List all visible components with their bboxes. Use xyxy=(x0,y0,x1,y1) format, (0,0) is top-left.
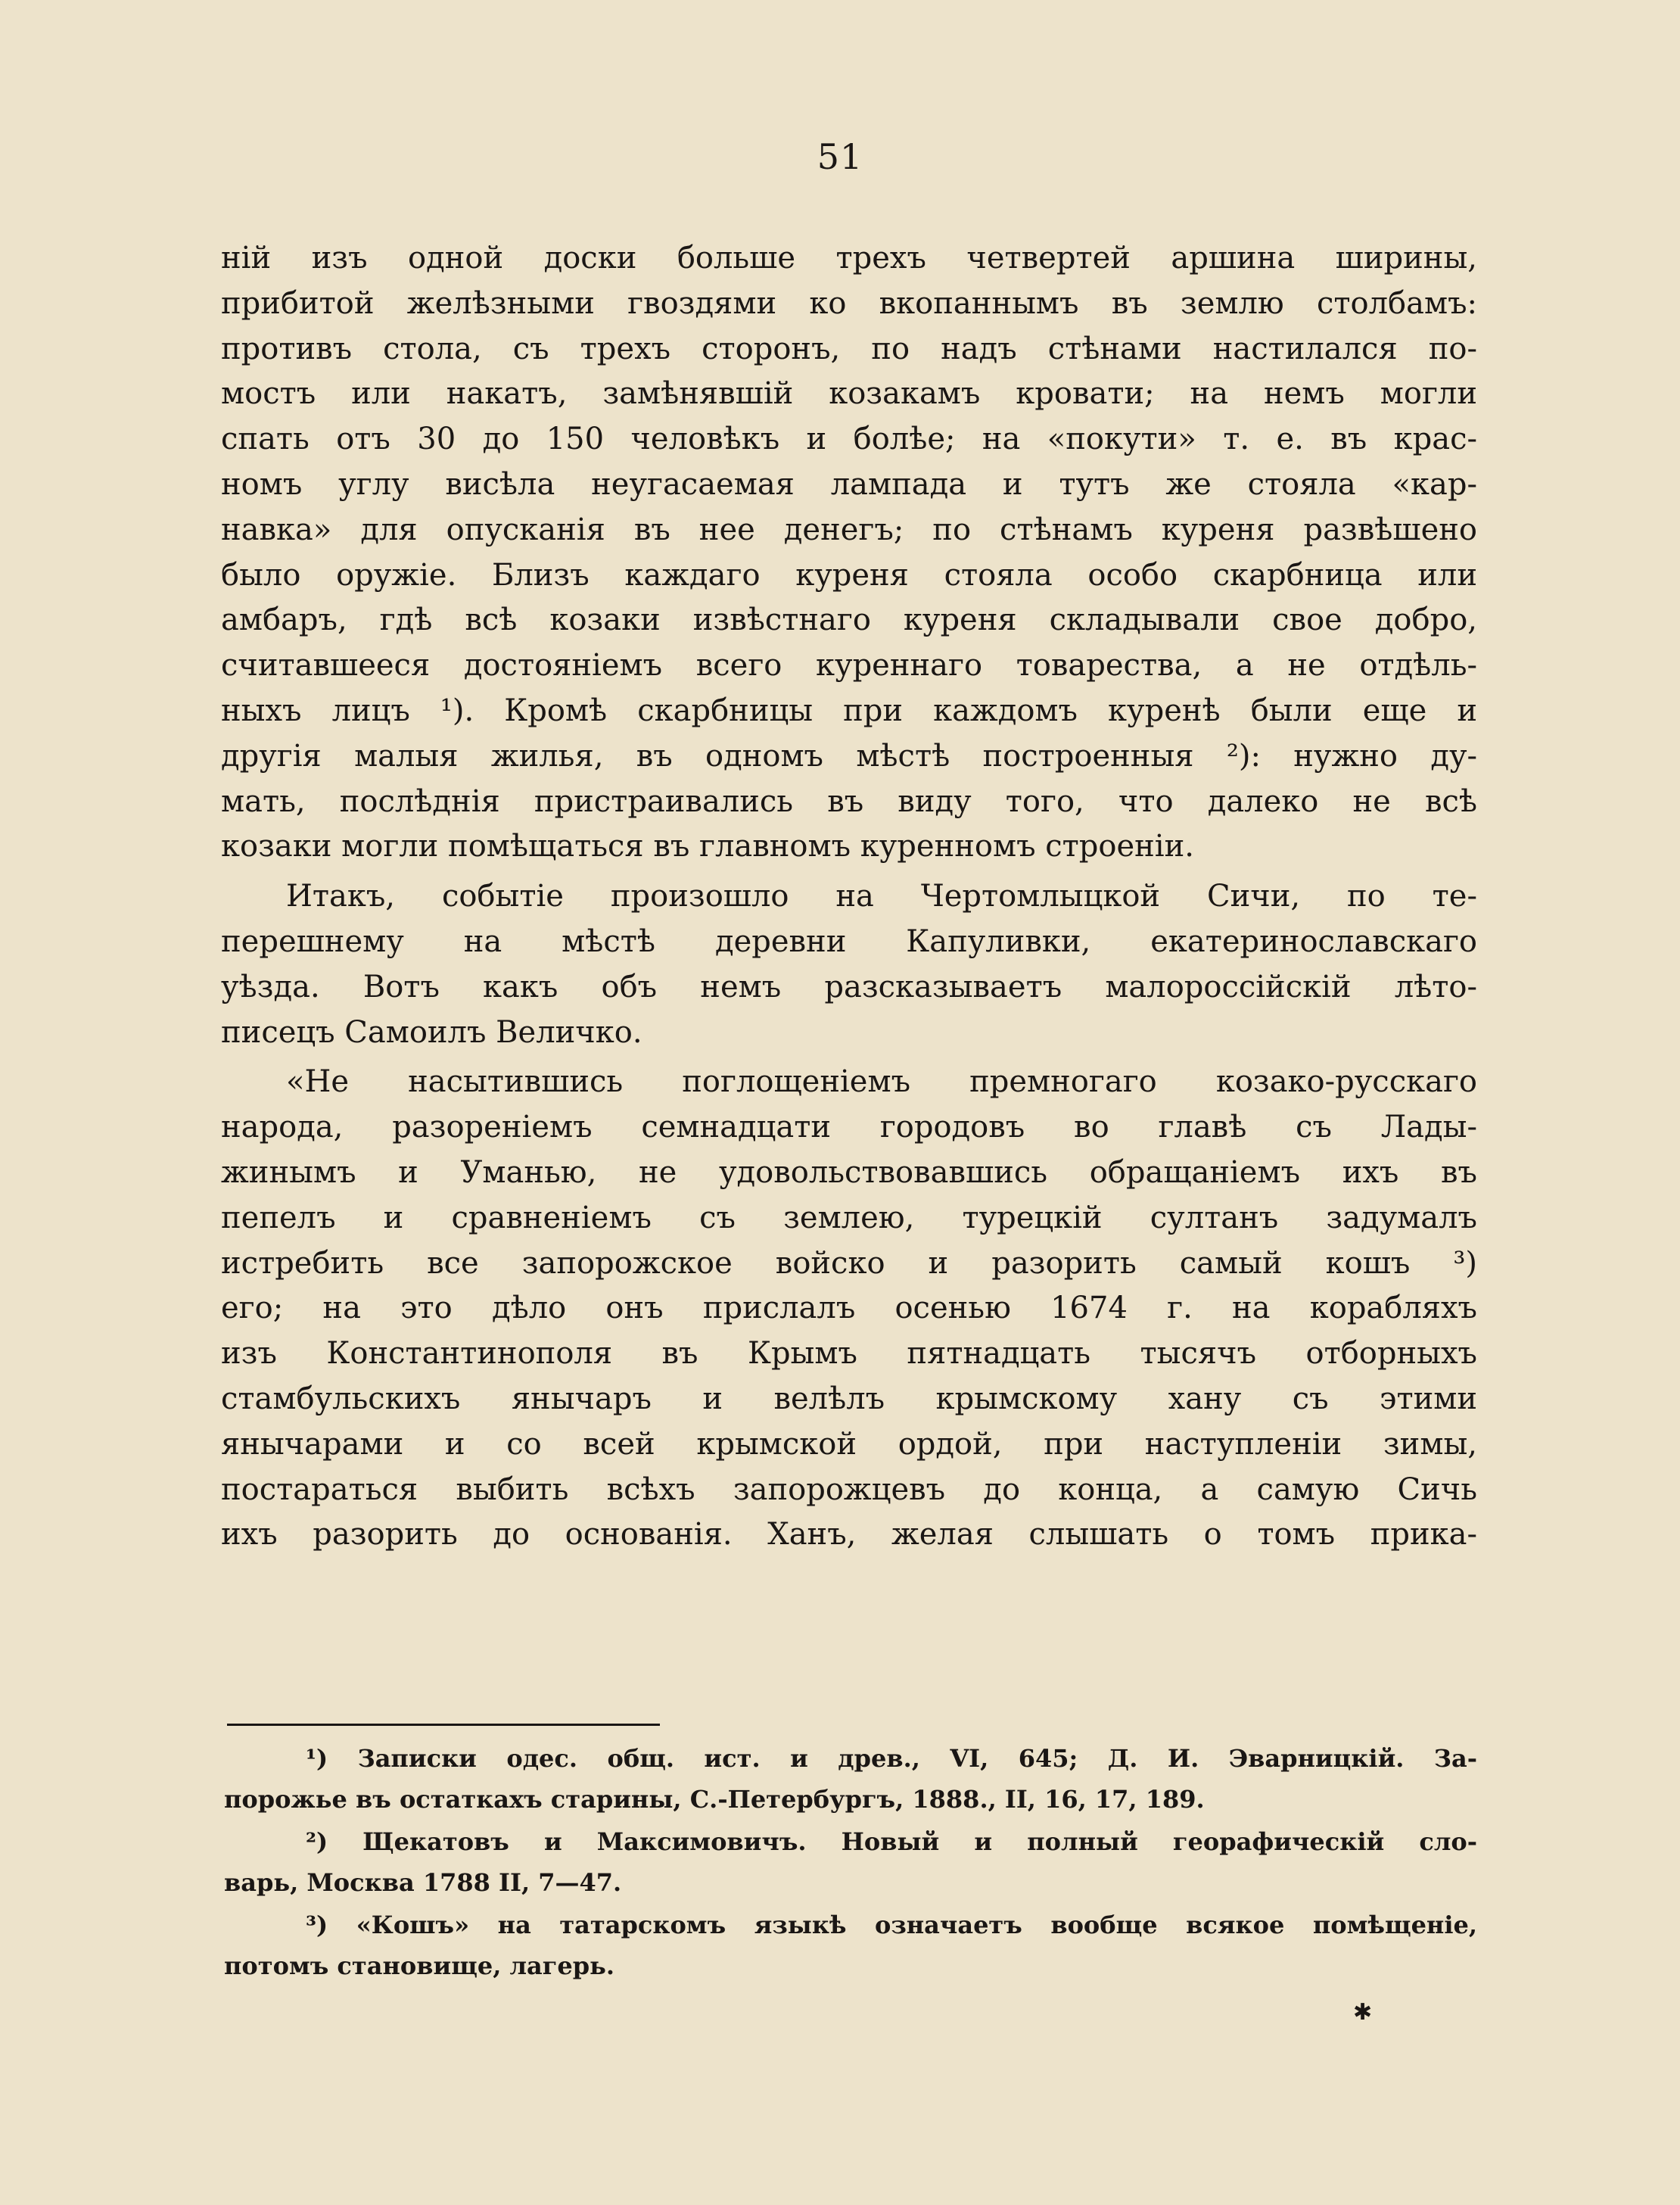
text-line: Итакъ, событіе произошло на Чертомлыцкой Сичи, по те- xyxy=(286,879,1477,914)
body-text xyxy=(221,236,1477,1558)
footnote-line: варь, Москва 1788 II, 7—47. xyxy=(224,1868,622,1897)
text-line: «Не насытившись поглощеніемъ премногаго козако-русскаго xyxy=(286,1064,1477,1100)
text-line: его; на это дѣло онъ прислалъ осенью 1674 г. на корабляхъ xyxy=(221,1291,1477,1326)
text-line: прибитой желѣзными гвоздями ко вкопаннымъ въ землю столбамъ: xyxy=(221,285,1477,321)
text-line: янычарами и со всей крымской ордой, при наступленіи зимы, xyxy=(221,1426,1477,1462)
text-line: истребить все запорожское войско и разорить самый кошъ ³) xyxy=(221,1245,1477,1281)
text-line: пепелъ и сравненіемъ съ землею, турецкій султанъ задумалъ xyxy=(221,1200,1477,1235)
text-line: другія малыя жилья, въ одномъ мѣстѣ построенныя ²): нужно ду- xyxy=(221,738,1477,774)
text-line: изъ Константинополя въ Крымъ пятнадцать тысячъ отборныхъ xyxy=(221,1336,1477,1372)
text-line: писецъ Самоилъ Величко. xyxy=(221,1014,642,1050)
text-line: жинымъ и Уманью, не удовольствовавшись обращаніемъ ихъ въ xyxy=(221,1154,1477,1190)
text-line: перешнему на мѣстѣ деревни Капуливки, екатеринославскаго xyxy=(221,923,1477,959)
footnote-line: ³) «Кошъ» на татарскомъ языкѣ означаетъ вообще всякое помѣщеніе, xyxy=(306,1911,1477,1939)
text-line: мостъ или накатъ, замѣнявшій козакамъ кровати; на немъ могли xyxy=(221,376,1477,412)
text-line: было оружіе. Близъ каждаго куреня стояла особо скарбница или xyxy=(221,557,1477,593)
printer-mark-icon: ✱ xyxy=(1353,1999,1373,2026)
text-line: народа, разореніемъ семнадцати городовъ во главѣ съ Лады- xyxy=(221,1110,1477,1145)
text-line: козаки могли помѣщаться въ главномъ куренномъ строеніи. xyxy=(221,829,1194,864)
footnote-line: ²) Щекатовъ и Максимовичъ. Новый и полный георафическій сло- xyxy=(306,1827,1477,1856)
text-line: ній изъ одной доски больше трехъ четвертей аршина ширины, xyxy=(221,241,1477,276)
footnotes xyxy=(224,1738,1477,1986)
footnote-line: ¹) Записки одес. общ. ист. и древ., VI, 645; Д. И. Эварницкій. За- xyxy=(306,1744,1477,1773)
footnote-line: порожье въ остаткахъ старины, С.-Петербургъ, 1888., II, 16, 17, 189. xyxy=(224,1785,1205,1814)
text-line: мать, послѣднія пристраивались въ виду того, что далеко не всѣ xyxy=(221,783,1477,819)
text-line: стамбульскихъ янычаръ и велѣлъ крымскому хану съ этими xyxy=(221,1381,1477,1416)
text-line: считавшееся достояніемъ всего куреннаго товарества, а не отдѣль- xyxy=(221,648,1477,684)
text-line: номъ углу висѣла неугасаемая лампада и тутъ же стояла «кар- xyxy=(221,466,1477,502)
text-line: ихъ разорить до основанія. Ханъ, желая слышать о томъ прика- xyxy=(221,1517,1477,1553)
footnote-line: потомъ становище, лагерь. xyxy=(224,1951,614,1980)
text-line: противъ стола, съ трехъ сторонъ, по надъ стѣнами настилался по- xyxy=(221,331,1477,366)
text-line: ныхъ лицъ ¹). Кромѣ скарбницы при каждомъ куренѣ были еще и xyxy=(221,693,1477,728)
footnote-divider xyxy=(227,1724,660,1726)
text-line: постараться выбить всѣхъ запорожцевъ до конца, а самую Сичь xyxy=(221,1472,1477,1507)
text-line: амбаръ, гдѣ всѣ козаки извѣстнаго куреня складывали свое добро, xyxy=(221,603,1477,638)
text-line: спать отъ 30 до 150 человѣкъ и болѣе; на «покути» т. е. въ крас- xyxy=(221,422,1477,457)
text-line: навка» для опусканія въ нее денегъ; по стѣнамъ куреня развѣшено xyxy=(221,512,1477,547)
page-number: 51 xyxy=(817,136,863,177)
text-line: уѣзда. Вотъ какъ объ немъ разсказываетъ малороссійскій лѣто- xyxy=(221,969,1477,1004)
